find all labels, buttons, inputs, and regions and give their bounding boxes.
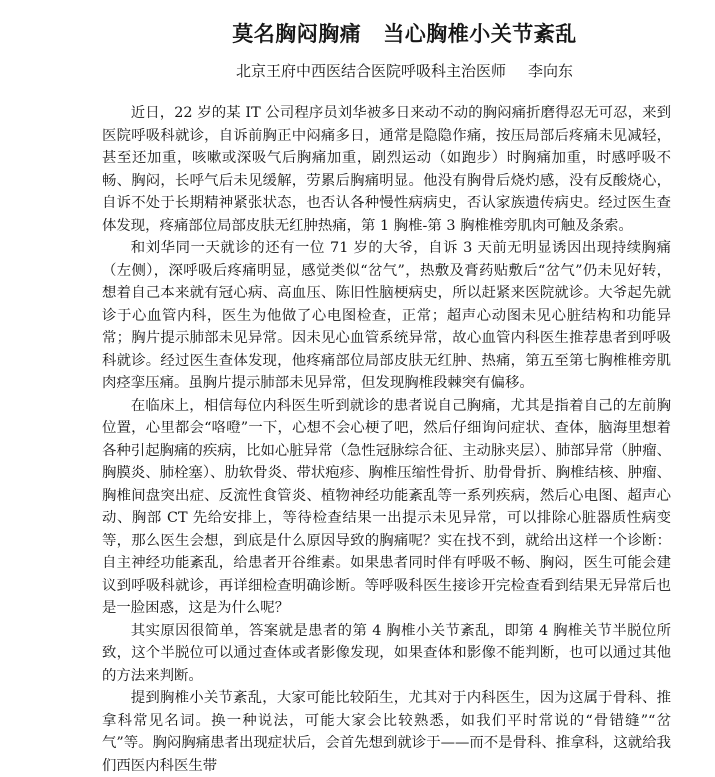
author-affiliation: 北京王府中西医结合医院呼吸科主治医师 [235, 62, 506, 80]
paragraph-5: 提到胸椎小关节紊乱，大家可能比较陌生，尤其对于内科医生，因为这属于骨科、推拿科常见名词。换一种说法，可能大家会比较熟悉，如我们平时常说的“骨错缝”“岔气”等。胸闷胸痛患者出现症状后，会首先想到就诊于——而不是骨科、推拿科，这就给我们西医内科医生带 [102, 690, 671, 774]
author-name: 李向东 [528, 62, 574, 80]
article-title [102, 20, 671, 48]
paragraph-1: 近日，22 岁的某 IT 公司程序员刘华被多日来动不动的胸闷痛折磨得忍无可忍，来到医院呼吸科就诊，自诉前胸正中闷痛多日，通常是隐隐作痛，按压局部后疼痛未见减轻，甚至还加重，咳嗽或深吸气后胸痛加重，剧烈运动（如跑步）时胸痛加重，时感呼吸不畅、胸闷，长呼气后未见缓解，劳累后胸痛明显。他没有胸骨后烧灼感，没有反酸烧心，自诉不处于长期精神紧张状态，也否认各种慢性病病史，否认家族遗传病史。经过医生查体发现，疼痛部位局部皮肤无红肿热痛，第 1 胸椎-第 3 胸椎椎旁肌肉可触及条索。 [102, 105, 671, 234]
title-part-1: 莫名胸闷胸痛 [232, 22, 362, 46]
title-part-2: 当心胸椎小关节紊乱 [383, 22, 577, 46]
article-body [102, 102, 671, 777]
paragraph-2: 和刘华同一天就诊的还有一位 71 岁的大爷，自诉 3 天前无明显诱因出现持续胸痛（左侧），深呼吸后疼痛明显，感觉类似“岔气”，热敷及膏药贴敷后“岔气”仍未见好转，想着自己本来就有冠心病、高血压、陈旧性脑梗病史，所以赶紧来医院就诊。大爷起先就诊于心血管内科，医生为他做了心电图检查，正常；超声心动图未见心脏结构和功能异常；胸片提示肺部未见异常。因未见心血管系统异常，故心血管内科医生推荐患者到呼吸科就诊。经过医生查体发现，他疼痛部位局部皮肤无红肿、热痛，第五至第七胸椎椎旁肌肉痉挛压痛。虽胸片提示肺部未见异常，但发现胸椎段棘突有偏移。 [102, 240, 671, 391]
byline [102, 60, 671, 82]
paragraph-4: 其实原因很简单，答案就是患者的第 4 胸椎小关节紊乱，即第 4 胸椎关节半脱位所致，这个半脱位可以通过查体或者影像发现，如果查体和影像不能判断，也可以通过其他的方法来判断。 [102, 622, 671, 684]
paragraph-3: 在临床上，相信每位内科医生听到就诊的患者说自己胸痛，尤其是指着自己的左前胸位置，心里都会“咯噔”一下，心想不会心梗了吧，然后仔细询问症状、查体，脑海里想着各种引起胸痛的疾病，比如心脏异常（急性冠脉综合征、主动脉夹层）、肺部异常（肿瘤、胸膜炎、肺栓塞）、肋软骨炎、带状疱疹、胸椎压缩性骨折、肋骨骨折、胸椎结核、肿瘤、胸椎间盘突出症、反流性食管炎、植物神经功能紊乱等一系列疾病，然后心电图、超声心动、胸部 CT 先给安排上，等待检查结果一出提示未见异常，可以排除心脏器质性病变等，那么医生会想，到底是什么原因导致的胸痛呢？实在找不到，就给出这样一个诊断：自主神经功能紊乱，给患者开谷维素。如果患者同时伴有呼吸不畅、胸闷，医生可能会建议到呼吸科就诊，再详细检查明确诊断。等呼吸科医生接诊开完检查看到结果无异常后也是一脸困惑，这是为什么呢？ [102, 397, 671, 616]
